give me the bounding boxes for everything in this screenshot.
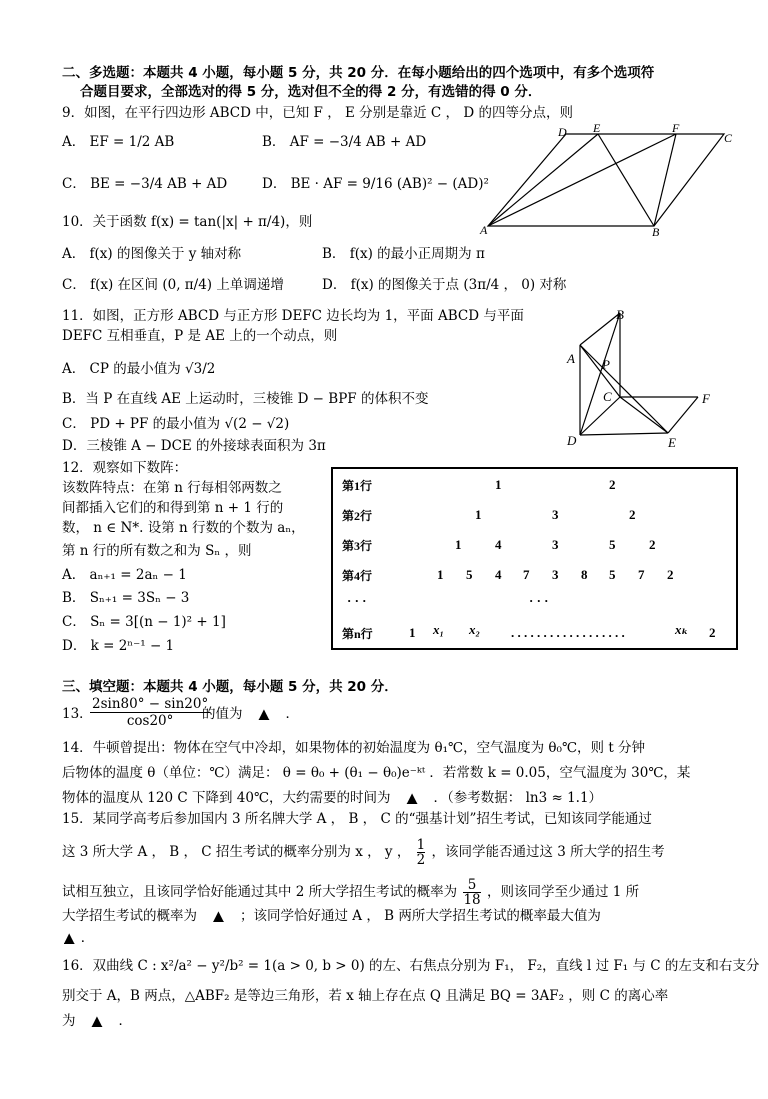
row2-label: 第2行: [342, 509, 373, 523]
row3-num: 3: [552, 537, 559, 552]
fig11-label-f: F: [702, 391, 710, 406]
q12-stem-line2: 该数阵特点：在第 n 行每相邻两数之: [62, 480, 282, 496]
fig9-label-c: C: [724, 131, 733, 145]
q16-line3-b: ．: [118, 1013, 132, 1029]
q14-answer-blank[interactable]: ▲: [406, 790, 418, 806]
rown-dots: . . . . . . . . . . . . . . . . . .: [511, 625, 625, 640]
q11-option-b: B．当 P 在直线 AE 上运动时，三棱锥 D − BPF 的体积不变: [62, 391, 429, 407]
q10-option-a: A． f(x) 的图像关于 y 轴对称: [62, 246, 242, 262]
row4-num: 7: [523, 567, 530, 582]
q15-frac2-num: 5: [463, 878, 480, 893]
rown-xk: xₖ: [675, 622, 689, 637]
q10-option-d: D． f(x) 的图像关于点 (3π/4 ， 0) 对称: [322, 277, 567, 293]
q11-stem-line2: DEFC 互相垂直，P 是 AE 上的一个动点，则: [62, 328, 338, 344]
row1-label: 第1行: [342, 479, 373, 493]
rown-x1: x₁: [433, 622, 445, 637]
row3-num: 2: [649, 537, 656, 552]
q16-line1: 16．双曲线 C : x²/a² − y²/b² = 1(a > 0, b > 0) 的左、右焦点分别为 F₁， F₂，直线 l 过 F₁ 与 C 的左支和右支分: [62, 958, 760, 974]
fig9-label-a: A: [480, 223, 488, 237]
row3-num: 5: [609, 537, 616, 552]
q15-answer-blank-2[interactable]: ▲: [64, 930, 75, 946]
row2-num: 2: [629, 507, 636, 522]
rown-last: 2: [709, 625, 716, 640]
section2-header-line2: 合题目要求，全部选对的得 5 分，选对但不全的得 2 分，有选错的得 0 分．: [80, 84, 542, 100]
number-array-table: [331, 467, 738, 650]
q9-option-b: B． AF = −3/4 AB + AD: [262, 134, 427, 150]
row4-num: 4: [495, 567, 502, 582]
fig11-label-b: B: [616, 307, 624, 322]
table-row-2: [333, 507, 736, 527]
q9-parallelogram-figure: [478, 122, 738, 237]
q16-line2: 别交于 A，B 两点，△ABF₂ 是等边三角形，若 x 轴上存在点 Q 且满足 BQ = 3AF₂ ，则 C 的离心率: [62, 988, 669, 1004]
q15-line4: [62, 907, 601, 925]
q12-option-a: A． aₙ₊₁ = 2aₙ − 1: [62, 567, 187, 583]
fig9-label-b: B: [652, 225, 660, 237]
q14-line3: [62, 789, 602, 807]
q10-option-c: C． f(x) 在区间 (0, π/4) 上单调递增: [62, 277, 284, 293]
q13-numerator: 2sin80° − sin20°: [92, 696, 209, 712]
q15-answer-blank-1[interactable]: ▲: [213, 908, 224, 924]
fig9-label-f: F: [672, 122, 680, 135]
q13-number: 13．: [62, 706, 93, 722]
dots-mid: · · ·: [529, 593, 549, 608]
q12-stem-line5: 第 n 行的所有数之和为 Sₙ ，则: [62, 543, 252, 559]
q16-line3-a: 为: [62, 1013, 76, 1029]
q15-line3: [62, 878, 639, 907]
q15-line4-b: ；该同学恰好通过 A ， B 两所大学招生考试的概率最大值为: [239, 908, 601, 924]
q11-squares-figure: [560, 305, 730, 453]
rown-x2: x₂: [469, 622, 481, 637]
q11-option-d: D．三棱锥 A − DCE 的外接球表面积为 3π: [62, 438, 326, 454]
q14-line3-b: ．（参考数据： ln3 ≈ 1.1）: [433, 790, 603, 806]
q15-line2-b: ，该同学能否通过这 3 所大学的招生考: [431, 844, 665, 860]
rown-label: 第n行: [342, 627, 373, 641]
fig11-label-c: C: [603, 389, 612, 404]
q13-tail-text: 的值为: [202, 706, 243, 722]
table-row-3: [333, 537, 736, 557]
q15-frac1-num: 1: [416, 837, 426, 853]
row4-num: 5: [466, 567, 473, 582]
q9-stem: 9．如图，在平行四边形 ABCD 中，已知 F ， E 分别是靠近 C ， D 的四等分点，则: [62, 105, 573, 121]
fig11-label-a: A: [567, 351, 575, 366]
row4-num: 1: [437, 567, 444, 582]
q12-option-b: B． Sₙ₊₁ = 3Sₙ − 3: [62, 590, 190, 606]
row4-num: 2: [667, 567, 674, 582]
section3-header: 三、填空题：本题共 4 小题，每小题 5 分，共 20 分．: [62, 679, 398, 695]
q15-line2: [62, 838, 665, 867]
q15-line5-end: ．: [80, 930, 95, 946]
q16-line3: [62, 1012, 132, 1030]
q10-stem: 10．关于函数 f(x) = tan(|x| + π/4)，则: [62, 214, 313, 230]
q15-fraction-5-18: [463, 878, 480, 907]
q13-denominator: cos20°: [126, 713, 174, 729]
row4-num: 8: [581, 567, 588, 582]
q14-line2: 后物体的温度 θ（单位：℃）满足： θ = θ₀ + (θ₁ − θ₀)e⁻ᵏᵗ ．若常数 k = 0.05，空气温度为 30℃，某: [62, 765, 691, 781]
row3-num: 1: [455, 537, 462, 552]
q15-fraction-half: [417, 838, 426, 867]
q15-frac1-den: 2: [416, 852, 426, 868]
table-row-4: [333, 567, 736, 587]
q12-stem-line4: 数， n ∈ N*. 设第 n 行数的个数为 aₙ，: [62, 520, 305, 536]
q15-line3-b: ，则该同学至少通过 1 所: [486, 884, 640, 900]
q12-option-c: C． Sₙ = 3[(n − 1)² + 1]: [62, 614, 226, 630]
row4-label: 第4行: [342, 569, 373, 583]
row4-num: 3: [552, 567, 559, 582]
q13-fraction: [90, 696, 210, 729]
q11-option-c: C． PD + PF 的最小值为 √(2 − √2): [62, 416, 290, 432]
q16-answer-blank[interactable]: ▲: [91, 1013, 103, 1029]
fig11-label-d: D: [567, 433, 577, 448]
q14-line1: 14．牛顿曾提出：物体在空气中冷却，如果物体的初始温度为 θ₁℃，空气温度为 θ₀℃，则 t 分钟: [62, 740, 646, 756]
row1-num: 2: [609, 477, 616, 492]
row2-num: 3: [552, 507, 559, 522]
table-row-n: [333, 622, 736, 645]
row3-num: 4: [495, 537, 502, 552]
q13-answer-blank[interactable]: ▲: [258, 706, 270, 722]
q11-option-a: A． CP 的最小值为 √3/2: [62, 361, 216, 377]
q15-line4-a: 大学招生考试的概率为: [62, 908, 197, 924]
q9-option-d: D． BE · AF = 9/16 (AB)² − (AD)²: [262, 176, 489, 192]
row1-num: 1: [495, 477, 502, 492]
q15-frac2-den: 18: [463, 892, 481, 908]
q9-option-c: C． BE = −3/4 AB + AD: [62, 176, 228, 192]
section2-header-line1: 二、多选题：本题共 4 小题，每小题 5 分，共 20 分．在每小题给出的四个选项中，有多个选项符: [62, 65, 655, 81]
q11-stem-line1: 11．如图，正方形 ABCD 与正方形 DEFC 边长均为 1，平面 ABCD 与平面: [62, 308, 524, 324]
q13-end: ．: [285, 706, 299, 722]
q9-option-a: A． EF = 1/2 AB: [62, 134, 175, 150]
q10-option-b: B． f(x) 的最小正周期为 π: [322, 246, 485, 262]
q15-line3-a: 试相互独立，且该同学恰好能通过其中 2 所大学招生考试的概率为: [62, 884, 458, 900]
q12-option-d: D． k = 2ⁿ⁻¹ − 1: [62, 638, 175, 654]
row2-num: 1: [475, 507, 482, 522]
q13-tail: [202, 705, 299, 723]
fig11-label-e: E: [668, 435, 676, 450]
q15-line2-a: 这 3 所大学 A ， B ， C 招生考试的概率分别为 x ， y ，: [62, 844, 411, 860]
dots-left: · · ·: [347, 593, 367, 608]
q15-line5: [62, 929, 94, 947]
q12-stem-line1: 12．观察如下数阵：: [62, 460, 188, 476]
row4-num: 5: [609, 567, 616, 582]
fig9-label-e: E: [593, 122, 601, 135]
row3-label: 第3行: [342, 539, 373, 553]
fig11-label-p: P: [602, 357, 610, 372]
q14-line3-a: 物体的温度从 120 C 下降到 40℃，大约需要的时间为: [62, 790, 391, 806]
q12-stem-line3: 间都插入它们的和得到第 n + 1 行的: [62, 500, 284, 516]
table-row-dots: [333, 593, 736, 613]
rown-first: 1: [409, 625, 416, 640]
table-row-1: [333, 477, 736, 497]
fig9-label-d: D: [558, 125, 567, 139]
row4-num: 7: [638, 567, 645, 582]
q15-line1: 15．某同学高考后参加国内 3 所名牌大学 A ， B ， C 的“强基计划”招生考试，已知该同学能通过: [62, 811, 652, 827]
